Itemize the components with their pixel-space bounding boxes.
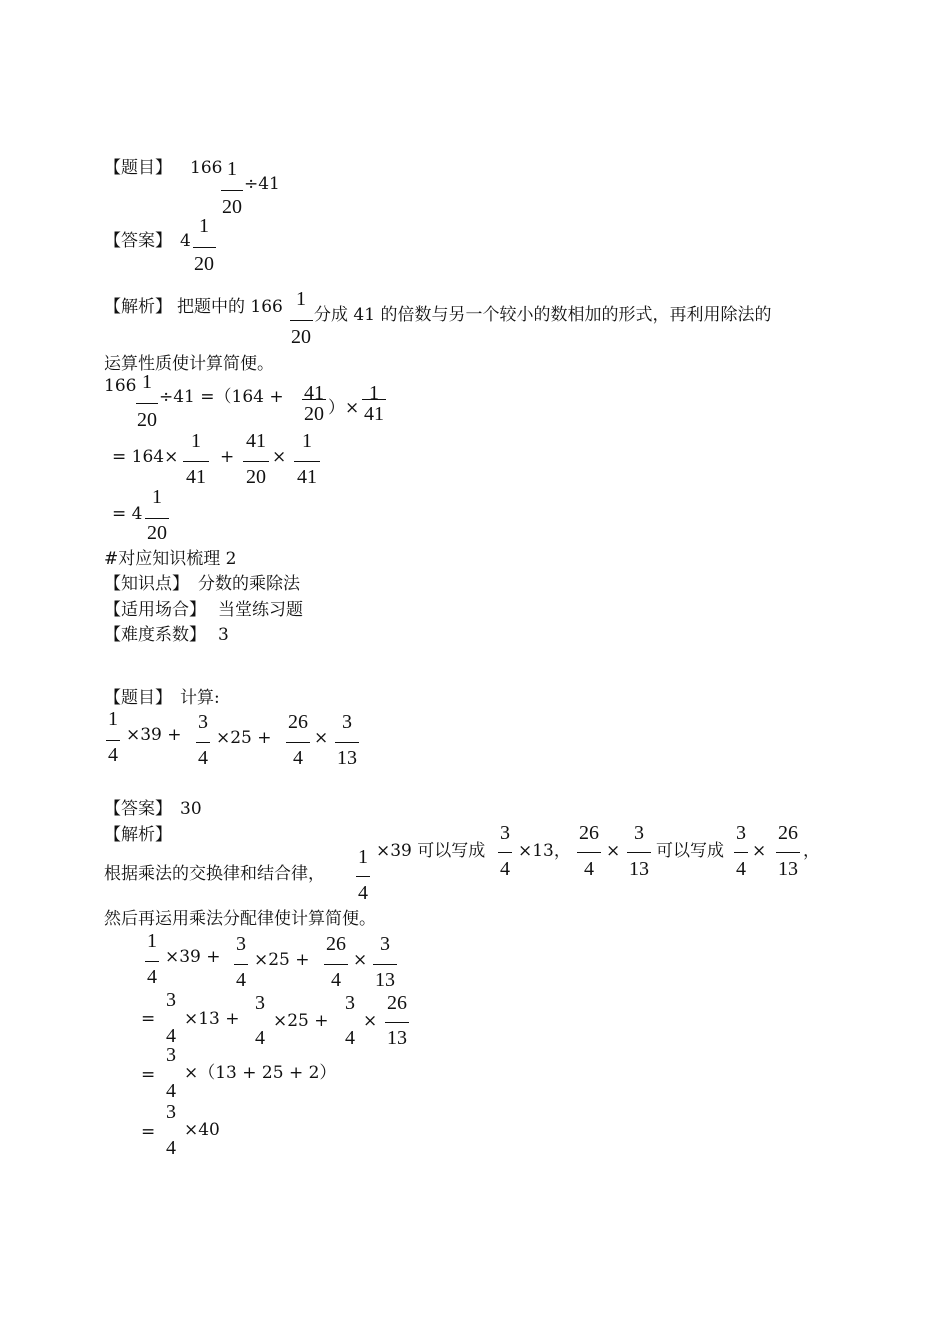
work1-term-3: × — [353, 950, 368, 970]
analysis-text-3: × — [606, 841, 621, 861]
analysis-text-1: ×39 可以写成 — [376, 841, 486, 861]
answer-label: 【答案】 — [104, 799, 172, 819]
scene: 当堂练习题 — [218, 600, 303, 620]
work1-term-2: ×25 + — [254, 950, 310, 970]
analysis-text-6: ， — [803, 841, 820, 861]
step3-lead: = 4 — [112, 504, 143, 524]
work2-equals: = — [141, 1009, 156, 1029]
knowledge-point: 分数的乘除法 — [198, 574, 300, 594]
analysis-text-2: ×13， — [518, 841, 571, 861]
step2-plus: + — [220, 447, 235, 467]
expr-term-3: × — [314, 728, 329, 748]
step1-close: ）× — [328, 398, 360, 418]
difficulty-label: 【难度系数】 — [104, 625, 206, 645]
expr-term-1: ×39 + — [126, 725, 182, 745]
analysis-text-b: 分成 41 的倍数与另一个较小的数相加的形式，再利用除法的 — [314, 305, 772, 325]
answer-label: 【答案】 — [104, 231, 172, 251]
analysis-text-4: 可以写成 — [656, 841, 724, 861]
work1-term-1: ×39 + — [165, 947, 221, 967]
work4-equals: = — [141, 1122, 156, 1142]
work2-term-3: × — [363, 1011, 378, 1031]
question-divisor: ÷41 — [244, 174, 280, 194]
scene-label: 【适用场合】 — [104, 600, 206, 620]
answer-int: 4 — [180, 231, 191, 251]
question-label: 【题目】 — [104, 688, 172, 708]
analysis-label: 【解析】 — [104, 297, 172, 317]
work3-equals: = — [141, 1065, 156, 1085]
work4-term: ×40 — [184, 1120, 220, 1140]
question-label: 【题目】 — [104, 158, 172, 178]
work2-term-1: ×13 + — [184, 1009, 240, 1029]
difficulty: 3 — [218, 625, 229, 645]
analysis-label: 【解析】 — [104, 825, 172, 845]
answer: 30 — [180, 799, 202, 819]
analysis-line-2: 运算性质使计算简便。 — [104, 354, 274, 374]
question-text: 计算: — [180, 688, 220, 708]
step1-middle: ÷41 =（164 + — [159, 387, 284, 407]
step1-int: 166 — [104, 376, 137, 396]
analysis-line-2: 然后再运用乘法分配律使计算简便。 — [104, 909, 376, 929]
expr-term-2: ×25 + — [216, 728, 272, 748]
knowledge-point-label: 【知识点】 — [104, 574, 189, 594]
step2-lead: = 164× — [112, 447, 179, 467]
work2-term-2: ×25 + — [273, 1011, 329, 1031]
knowledge-tag: #对应知识梳理 2 — [104, 549, 237, 569]
step2-times: × — [272, 447, 287, 467]
analysis-text-a: 把题中的 166 — [177, 297, 283, 317]
analysis-lead: 根据乘法的交换律和结合律， — [104, 864, 325, 884]
question-mixed-int: 166 — [190, 158, 223, 178]
analysis-text-5: × — [752, 841, 767, 861]
work3-term: ×（13 + 25 + 2） — [184, 1063, 337, 1083]
